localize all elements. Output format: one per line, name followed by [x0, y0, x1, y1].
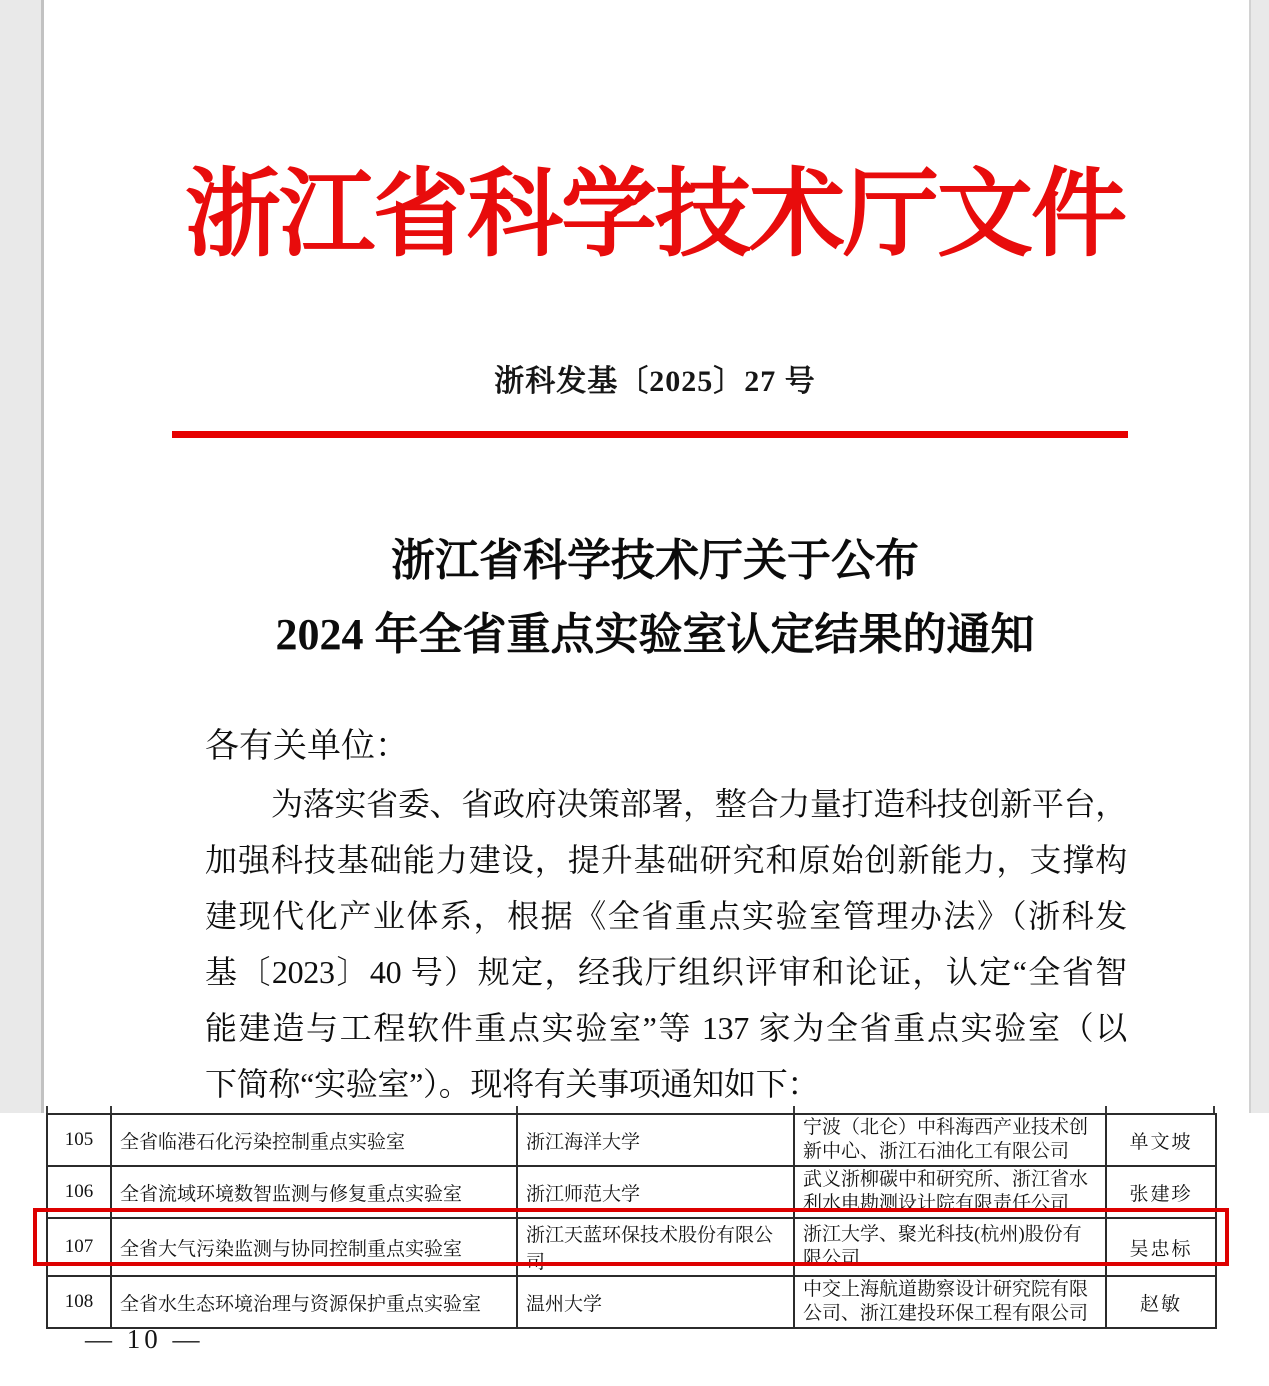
red-divider-rule [172, 431, 1128, 438]
institution-cell: 浙江海洋大学 [517, 1114, 794, 1166]
director-cell: 吴忠标 [1106, 1218, 1216, 1276]
lab-name-cell: 全省临港石化污染控制重点实验室 [111, 1114, 517, 1166]
notice-title-line2: 2024 年全省重点实验室认定结果的通知 [275, 610, 1035, 659]
row-number-cell: 108 [47, 1276, 111, 1328]
body-line: 基〔2023〕40 号）规定，经我厅组织评审和论证，认定“全省智 [205, 954, 1127, 990]
table-crop-stub [110, 1106, 112, 1113]
table-crop-stub [516, 1106, 518, 1113]
partners-cell: 浙江大学、聚光科技(杭州)股份有限公司 [794, 1218, 1106, 1276]
institution-cell: 温州大学 [517, 1276, 794, 1328]
agency-header-title: 浙江省科学技术厅文件 [185, 161, 1125, 268]
table-crop-stub [793, 1106, 795, 1113]
institution-cell: 浙江天蓝环保技术股份有限公司 [517, 1218, 794, 1276]
partners-cell: 宁波（北仑）中科海西产业技术创新中心、浙江石油化工有限公司 [794, 1114, 1106, 1166]
body-line: 加强科技基础能力建设，提升基础研究和原始创新能力，支撑构 [205, 842, 1127, 878]
row-number-cell: 105 [47, 1114, 111, 1166]
body-line: 下简称“实验室”）。现将有关事项通知如下： [205, 1066, 820, 1102]
table-crop-stub [46, 1106, 48, 1113]
body-line: 建现代化产业体系，根据《全省重点实验室管理办法》（浙科发 [205, 898, 1127, 934]
lab-name-cell: 全省大气污染监测与协同控制重点实验室 [111, 1218, 517, 1276]
document-number: 浙科发基〔2025〕27 号 [494, 365, 816, 398]
director-cell: 张建珍 [1106, 1166, 1216, 1218]
table-crop-stub [1213, 1106, 1215, 1113]
director-cell: 赵敏 [1106, 1276, 1216, 1328]
notice-title-line1: 浙江省科学技术厅关于公布 [391, 536, 919, 585]
body-line: 为落实省委、省政府决策部署，整合力量打造科技创新平台， [271, 786, 1127, 822]
row-number-cell: 106 [47, 1166, 111, 1218]
page-left-margin [0, 0, 44, 1113]
director-cell: 单文坡 [1106, 1114, 1216, 1166]
partners-cell: 武义浙柳碳中和研究所、浙江省水利水电勘测设计院有限责任公司 [794, 1166, 1106, 1218]
table-row [47, 1276, 1216, 1328]
lab-name-cell: 全省水生态环境治理与资源保护重点实验室 [111, 1276, 517, 1328]
table-row [47, 1114, 1216, 1166]
body-line: 能建造与工程软件重点实验室”等 137 家为全省重点实验室（以 [205, 1010, 1127, 1046]
lab-name-cell: 全省流域环境数智监测与修复重点实验室 [111, 1166, 517, 1218]
salutation: 各有关单位： [205, 728, 409, 765]
row-number-cell: 107 [47, 1218, 111, 1276]
red-highlight-box-row-107 [33, 1208, 1229, 1266]
partners-cell: 中交上海航道勘察设计研究院有限公司、浙江建投环保工程有限公司 [794, 1276, 1106, 1328]
page-number: — 10 — [85, 1324, 204, 1354]
body-paragraph [205, 776, 1127, 1112]
table-crop-stub [1105, 1106, 1107, 1113]
institution-cell: 浙江师范大学 [517, 1166, 794, 1218]
